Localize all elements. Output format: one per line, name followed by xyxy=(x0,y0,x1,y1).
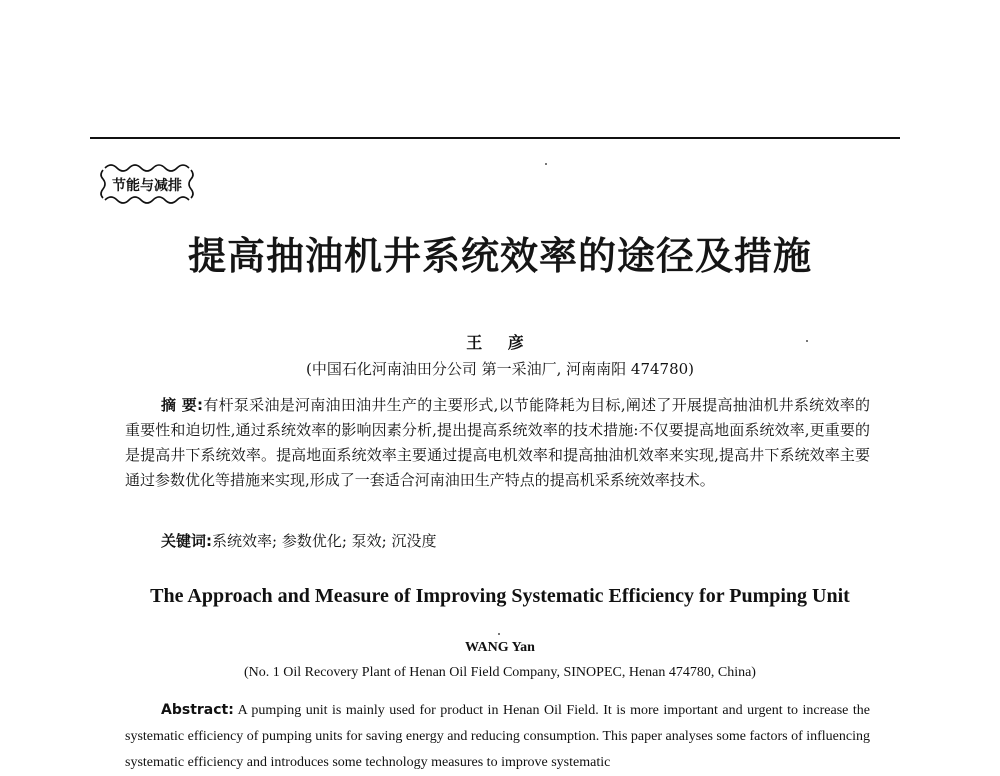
keywords-cn xyxy=(161,530,861,551)
scan-speck xyxy=(498,633,500,635)
scan-speck xyxy=(806,340,808,342)
paper-title-en: The Approach and Measure of Improving Systematic Efficiency for Pumping Unit xyxy=(150,585,850,607)
abstract-cn xyxy=(125,393,870,493)
header-rule xyxy=(90,137,900,139)
abstract-en-text: A pumping unit is mainly used for product in Henan Oil Field. It is more important and urgent to increase the systematic efficiency of pumping units for saving energy and reducing consumption. This paper analyses some factors of influencing systematic efficiency and introduces some technology measures to improve systematic xyxy=(125,703,870,770)
section-tag-label: 节能与减排 xyxy=(112,178,182,194)
abstract-en-label: Abstract: xyxy=(161,702,234,718)
author-en: WANG Yan xyxy=(465,640,535,655)
affiliation-en: (No. 1 Oil Recovery Plant of Henan Oil Field Company, SINOPEC, Henan 474780, China) xyxy=(244,665,756,680)
abstract-en xyxy=(125,697,870,776)
section-tag xyxy=(97,160,197,206)
paper-title-cn: 提高抽油机井系统效率的途径及措施 xyxy=(187,234,812,278)
author-cn: 王 彦 xyxy=(466,333,534,352)
abstract-cn-text: 有杆泵采油是河南油田油井生产的主要形式,以节能降耗为目标,阐述了开展提高抽油机井系统效率的重要性和迫切性,通过系统效率的影响因素分析,提出提高系统效率的技术措施:不仅要提高地面系统效率,更重要的是提高井下系统效率。提高地面系统效率主要通过提高电机效率和提高抽油机效率来实现,提高井下系统效率主要通过参数优化等措施来实现,形成了一套适合河南油田生产特点的提高机采系统效率技术。 xyxy=(125,396,870,489)
affiliation-cn: (中国石化河南油田分公司 第一采油厂, 河南南阳 474780) xyxy=(305,360,695,378)
scan-speck xyxy=(545,163,547,165)
keywords-cn-text: 系统效率; 参数优化; 泵效; 沉没度 xyxy=(212,532,437,550)
abstract-cn-label: 摘 要: xyxy=(161,396,204,414)
keywords-cn-label: 关键词: xyxy=(161,532,212,550)
